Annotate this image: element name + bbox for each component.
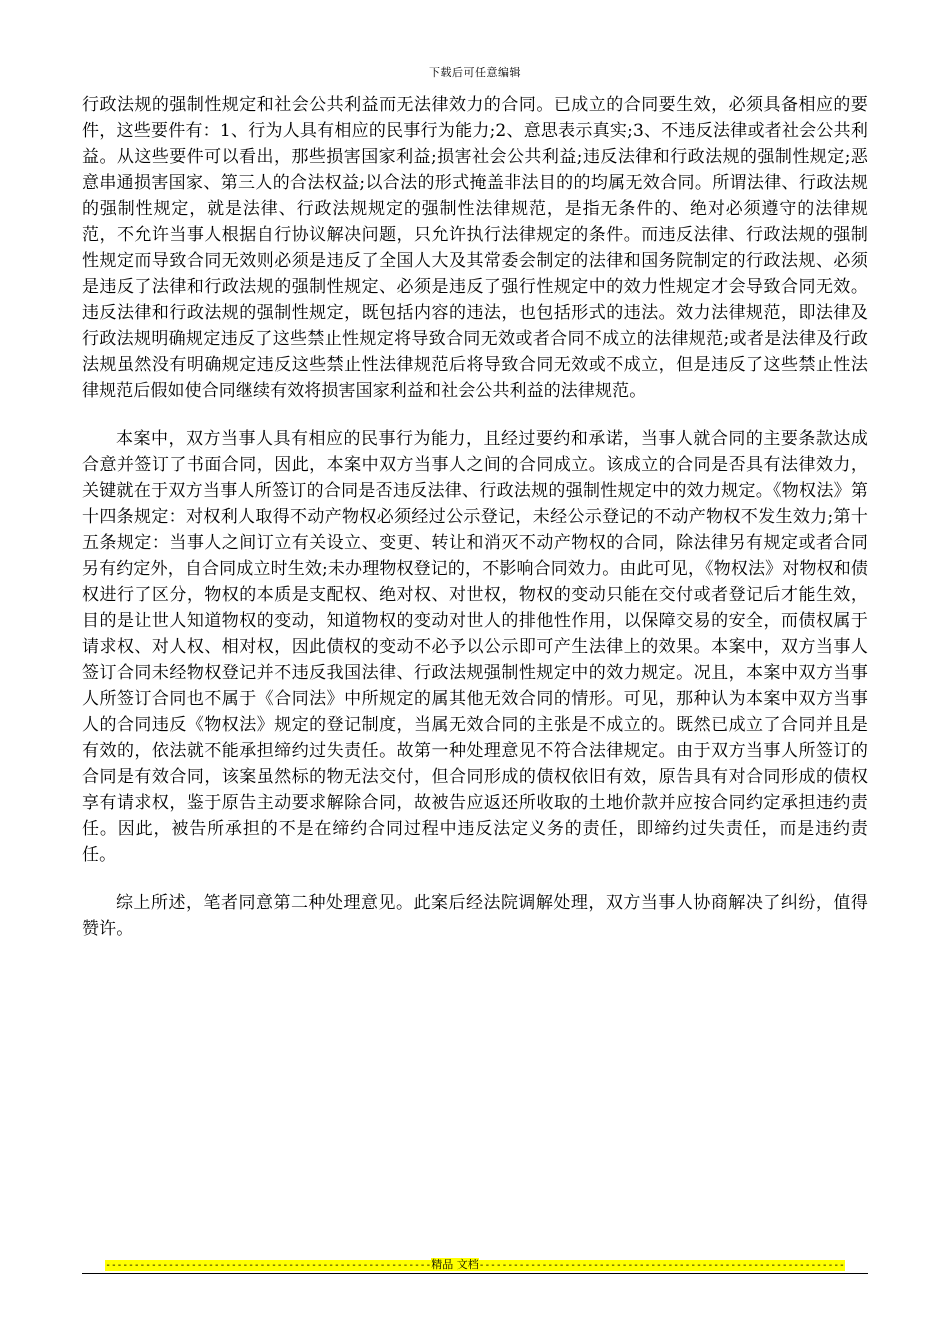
document-body [82,92,868,964]
page-footer [0,1258,950,1273]
paragraph-3: 综上所述，笔者同意第二种处理意见。此案后经法院调解处理，双方当事人协商解决了纠纷，值得赞许。 [82,893,868,939]
footer-label: 精品 文档 [431,1258,479,1271]
footer-divider [82,1273,868,1274]
paragraph-2: 本案中，双方当事人具有相应的民事行为能力，且经过要约和承诺，当事人就合同的主要条款达成合意并签订了书面合同，因此，本案中双方当事人之间的合同成立。该成立的合同是否具有法律效力，关键就在于双方当事人所签订的合同是否违反法律、行政法规的强制性规定中的效力规定。《物权法》第十四条规定：对权利人取得不动产物权必须经过公示登记，未经公示登记的不动产物权不发生效力;第十五条规定：当事人之间订立有关设立、变更、转让和消灭不动产物权的合同，除法律另有规定或者合同另有约定外，自合同成立时生效;未办理物权登记的，不影响合同效力。由此可见，《物权法》对物权和债权进行了区分，物权的本质是支配权、绝对权、对世权，物权的变动只能在交付或者登记后才能生效，目的是让世人知道物权的变动，知道物权的变动对世人的排他性作用，以保障交易的安全，而债权属于请求权、对人权、相对权，因此债权的变动不必予以公示即可产生法律上的效果。本案中，双方当事人签订合同未经物权登记并不违反我国法律、行政法规强制性规定中的效力规定。况且，本案中双方当事人所签订合同也不属于《合同法》中所规定的属其他无效合同的情形。可见，那种认为本案中双方当事人的合同违反《物权法》规定的登记制度，当属无效合同的主张是不成立的。既然已成立了合同并且是有效的，依法就不能承担缔约过失责任。故第一种处理意见不符合法律规定。由于双方当事人所签订的合同是有效合同，该案虽然标的物无法交付，但合同形成的债权依旧有效，原告具有对合同形成的债权享有请求权，鉴于原告主动要求解除合同，故被告应返还所收取的土地价款并应按合同约定承担违约责任。因此，被告所承担的不是在缔约合同过程中违反法定义务的责任，即缔约过失责任，而是违约责任。 [82,429,868,865]
page-header: 下载后可任意编辑 [429,66,521,79]
footer-left-dashes: --------------------------------------------------------- [105,1260,432,1271]
paragraph-1: 行政法规的强制性规定和社会公共利益而无法律效力的合同。已成立的合同要生效，必须具备相应的要件，这些要件有：1、行为人具有相应的民事行为能力;2、意思表示真实;3、不违反法律或者社会公共利益。从这些要件可以看出，那些损害国家利益;损害社会公共利益;违反法律和行政法规的强制性规定;恶意串通损害国家、第三人的合法权益;以合法的形式掩盖非法目的的均属无效合同。所谓法律、行政法规的强制性规定，就是法律、行政法规规定的强制性法律规范，是指无条件的、绝对必须遵守的法律规范，不允许当事人根据自行协议解决问题，只允许执行法律规定的条件。而违反法律、行政法规的强制性规定而导致合同无效则必须是违反了全国人大及其常委会制定的法律和国务院制定的行政法规、必须是违反了法律和行政法规的强制性规定、必须是违反了强行性规定中的效力性规定才会导致合同无效。违反法律和行政法规的强制性规定，既包括内容的违法，也包括形式的违法。效力法律规范，即法律及行政法规明确规定违反了这些禁止性规定将导致合同无效或者合同不成立的法律规范;或者是法律及行政法规虽然没有明确规定违反这些禁止性法律规范后将导致合同无效或不成立，但是违反了这些禁止性法律规范后假如使合同继续有效将损害国家利益和社会公共利益的法律规范。 [82,95,868,401]
footer-right-dashes: ---------------------------------------------------------------- [478,1260,845,1271]
